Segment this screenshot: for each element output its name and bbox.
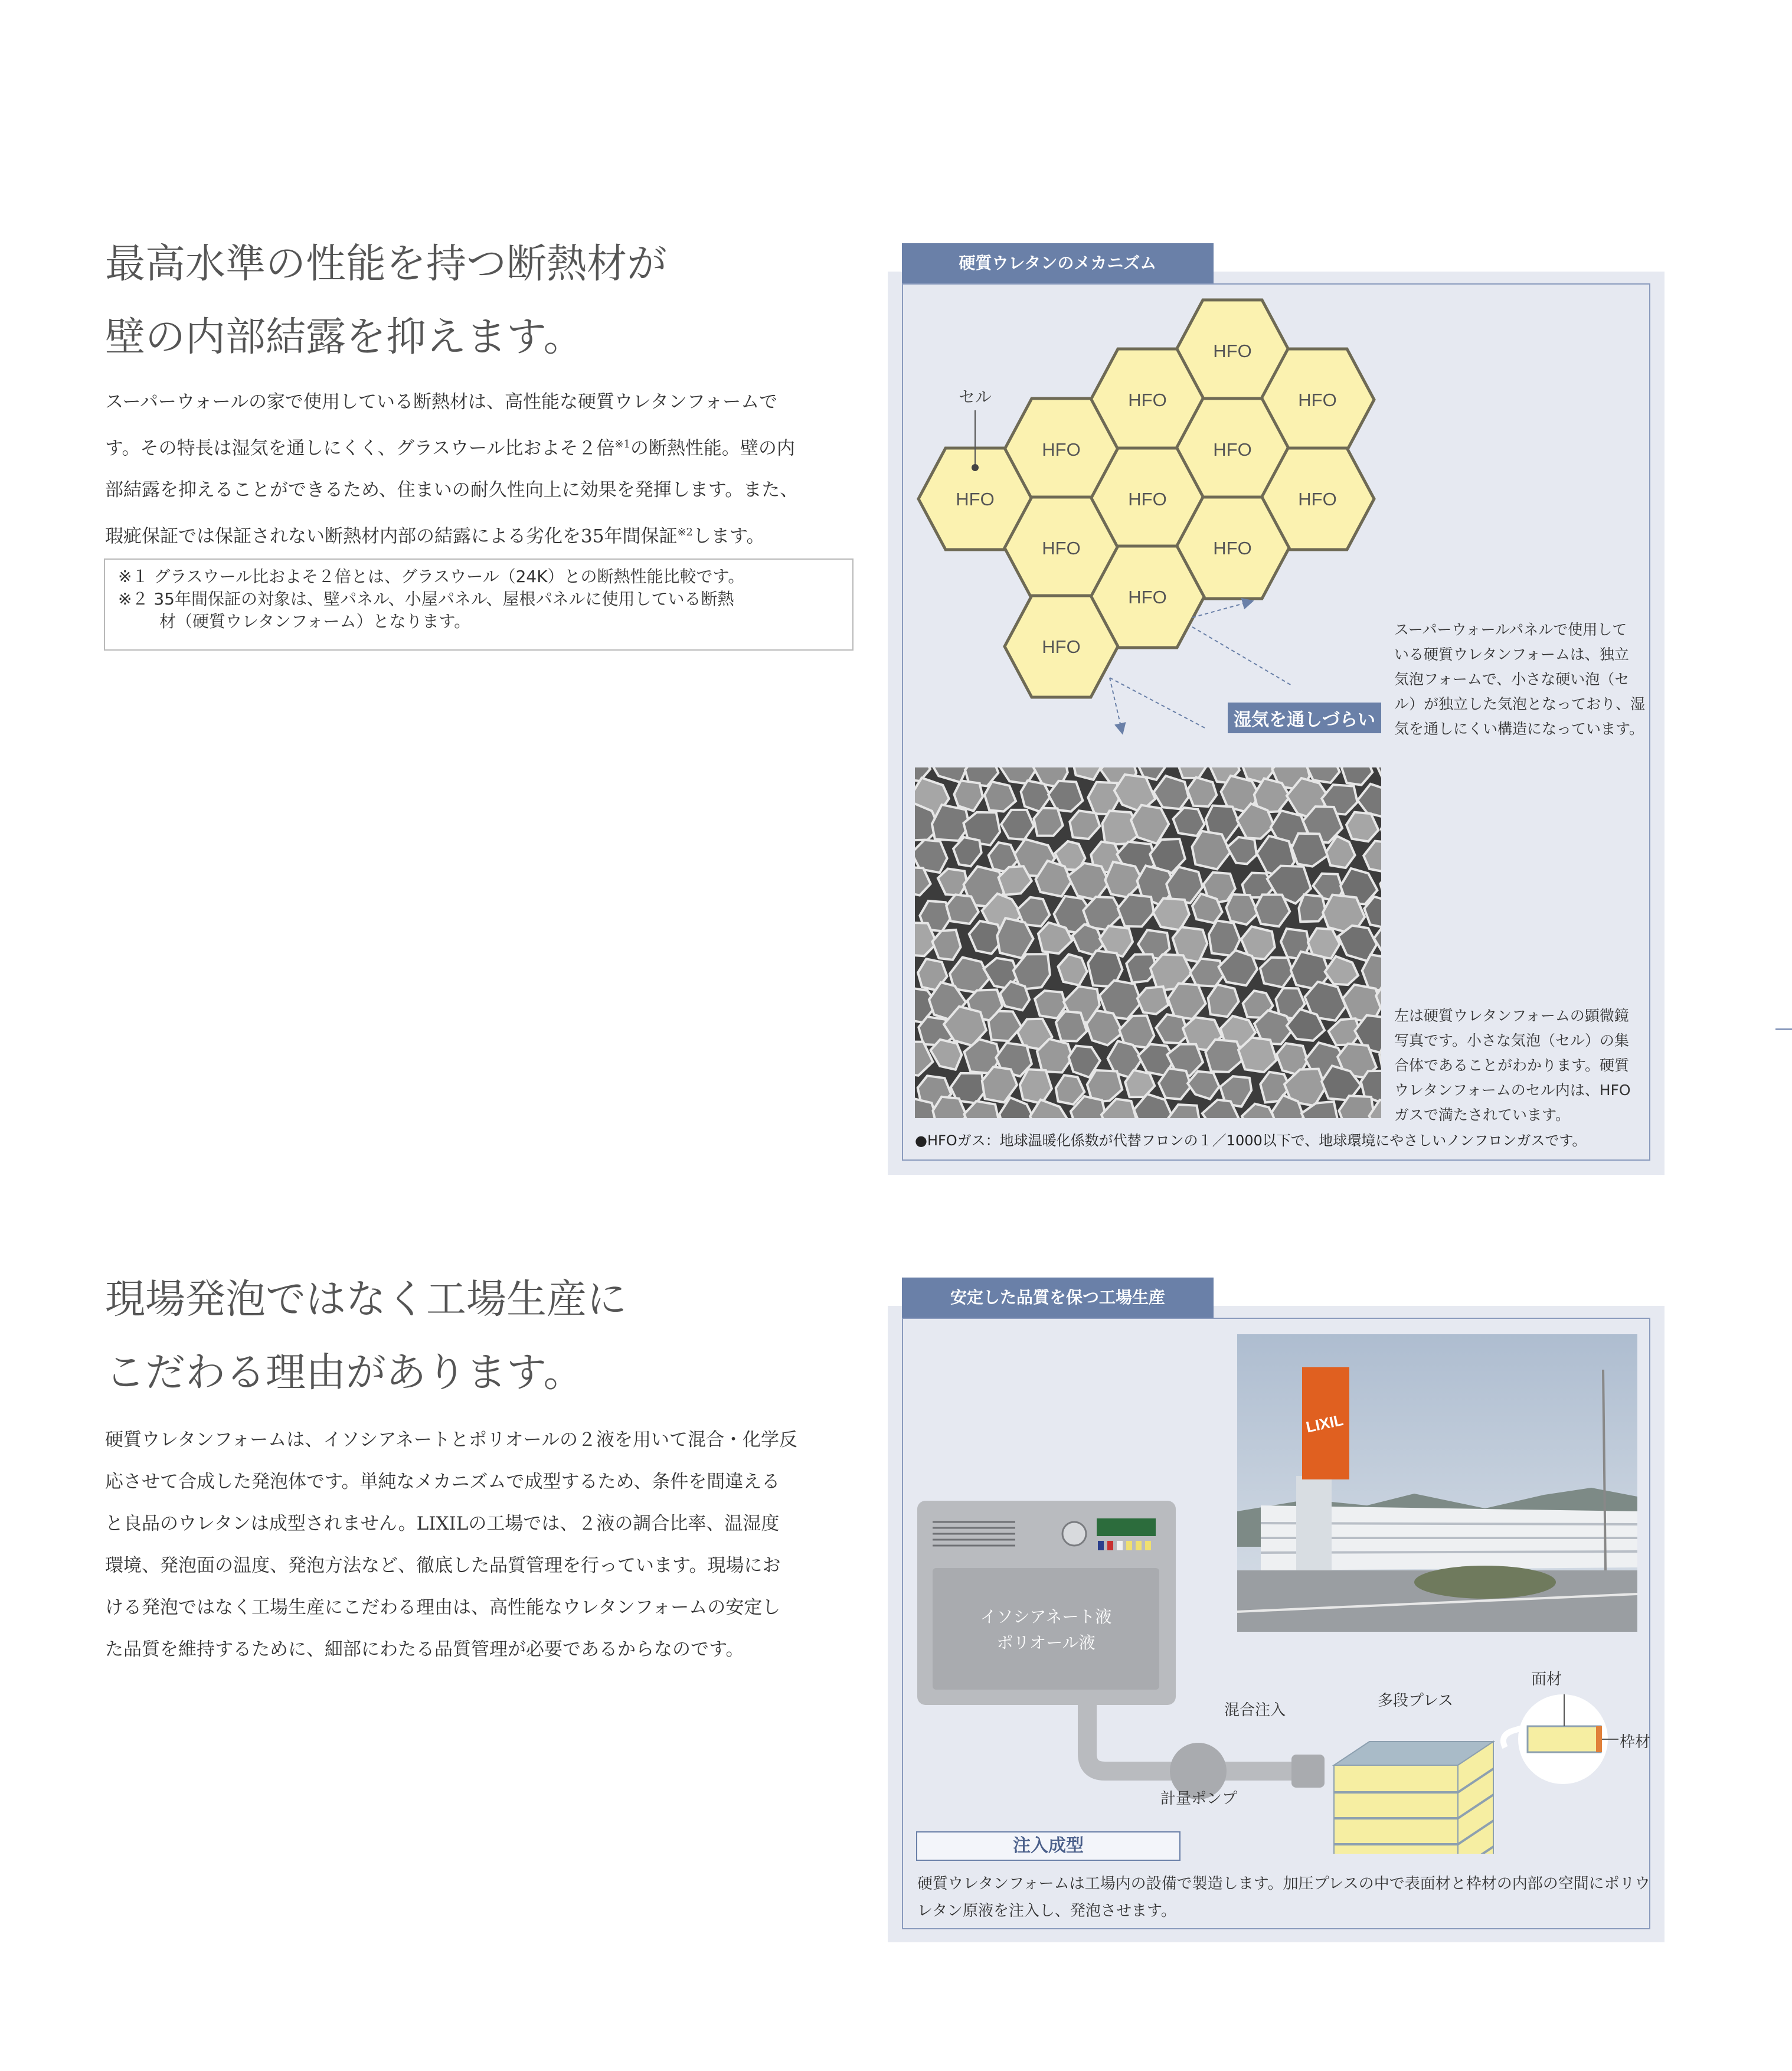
hex-label: HFO: [1042, 636, 1081, 657]
factory-caption: [917, 1870, 1650, 1925]
injection-molding-label: 注入成型: [916, 1831, 1181, 1861]
body-line: ける発泡ではなく工場生産にこだわる理由は、高性能なウレタンフォームの安定し: [105, 1597, 781, 1618]
frame-material-label: 枠材: [1620, 1733, 1651, 1751]
lixil-sign-text: LIXIL: [1304, 1410, 1345, 1436]
footnote-2-cont: 材（硬質ウレタンフォーム）となります。: [159, 612, 471, 631]
body-line: 環境、発泡面の温度、発泡方法など、徹底した品質管理を行っています。現場にお: [105, 1555, 781, 1576]
panel-detail: [1528, 1726, 1601, 1752]
multi-press-label: 多段プレス: [1378, 1692, 1454, 1710]
body-line: スーパーウォールの家で使用している断熱材は、高性能な硬質ウレタンフォームで: [105, 391, 778, 413]
hex-label: HFO: [1128, 489, 1167, 509]
page-edge-mark: [1775, 1028, 1792, 1030]
section1-heading: [105, 228, 667, 374]
face-material-label: 面材: [1531, 1671, 1562, 1688]
footnote-ref-1: ※1: [614, 438, 630, 450]
mix-injection-label: 混合注入: [1224, 1701, 1286, 1719]
footnote-2: ※２ 35年間保証の対象は、壁パネル、小屋パネル、屋根パネルに使用している断熱: [118, 589, 734, 609]
cell-label: セル: [958, 388, 992, 406]
body-line: す。その特長は湿気を通しにくく、グラスウール比およそ２倍$^{※1}$の断熱性能。壁の内: [105, 437, 795, 459]
body-line: 硬質ウレタンフォームは、イソシアネートとポリオールの２液を用いて混合・化学反: [105, 1429, 798, 1451]
foam-cell: [1187, 778, 1217, 806]
moisture-arrow: [1192, 627, 1293, 686]
section2-heading: [105, 1263, 627, 1410]
cell-leader-dot: [972, 464, 979, 471]
machine-tank: [933, 1568, 1159, 1690]
machine-dial: [1062, 1522, 1086, 1546]
multi-stage-press: [1334, 1742, 1493, 1854]
text-line: 気泡フォームで、小さな硬い泡（セ: [1394, 671, 1630, 688]
text-line: ガスで満たされています。: [1394, 1106, 1571, 1123]
frame-edge: [1596, 1726, 1602, 1752]
heading-line: こだわる理由があります。: [105, 1350, 584, 1396]
moisture-arrow: [1110, 678, 1207, 729]
body-line: 応させて合成した発泡体です。単純なメカニズムで成型するため、条件を間違える: [105, 1471, 780, 1492]
machine-display: [1097, 1518, 1156, 1536]
text-line: ウレタンフォームのセル内は、HFO: [1394, 1082, 1631, 1099]
hex-label: HFO: [956, 489, 995, 509]
hex-label: HFO: [1298, 390, 1337, 410]
text-line: ル）が独立した気泡となっており、湿: [1394, 695, 1646, 713]
body-line: と良品のウレタンは成型されません。LIXILの工場では、２液の調合比率、温湿度: [105, 1513, 780, 1534]
foam-cell: [1056, 1011, 1087, 1041]
footnote-1: ※１ グラスウール比およそ２倍とは、グラスウール（24K）との断熱性能比較です。: [118, 567, 745, 586]
moisture-arrow: [1110, 678, 1121, 729]
heading-line: 最高水準の性能を持つ断熱材が: [105, 241, 668, 288]
foam-cell: [1034, 808, 1062, 836]
text-line: レタン原液を注入し、発泡させます。: [917, 1902, 1176, 1920]
polyol-label: ポリオール液: [996, 1634, 1096, 1652]
humidity-tag: 湿気を通しづらい: [1228, 703, 1381, 733]
isocyanate-label: イソシアネート液: [980, 1608, 1112, 1626]
section1-body: [105, 381, 855, 558]
factory-tab: 安定した品質を保つ工場生産: [902, 1278, 1214, 1318]
hex-label: HFO: [1042, 538, 1081, 558]
mechanism-tab: 硬質ウレタンのメカニズム: [902, 243, 1214, 283]
body-line: た品質を維持するために、細部にわたる品質管理が必要であるからなのです。: [105, 1639, 744, 1660]
nozzle: [1291, 1755, 1325, 1788]
photo-description: [1394, 1004, 1631, 1128]
heading-line: 現場発泡ではなく工場生産に: [105, 1276, 627, 1323]
text-line: 合体であることがわかります。硬質: [1394, 1057, 1630, 1074]
text-line: いる硬質ウレタンフォームは、独立: [1394, 646, 1629, 663]
hex-label: HFO: [1128, 390, 1167, 410]
hfo-gas-note: ●HFOガス：地球温暖化係数が代替フロンの１／1000以下で、地球環境にやさしいノンフロンガスです。: [915, 1132, 1587, 1149]
metering-pump-label: 計量ポンプ: [1160, 1790, 1238, 1808]
foam-cell: [1299, 894, 1326, 922]
hex-label: HFO: [1298, 489, 1337, 509]
text-line: 左は硬質ウレタンフォームの顕微鏡: [1394, 1007, 1629, 1024]
heading-line: 壁の内部結露を抑えます。: [105, 314, 584, 361]
text-line: スーパーウォールパネルで使用して: [1394, 621, 1627, 638]
hex-label: HFO: [1213, 439, 1252, 460]
body-line: 瑕疵保証では保証されない断熱材内部の結露による劣化を35年間保証$^{※2}$します。: [105, 525, 765, 547]
section2-body: [105, 1419, 855, 1671]
hex-label: HFO: [1213, 341, 1252, 361]
foam-microscope-photo: [915, 767, 1381, 1118]
body-line: 部結露を抑えることができるため、住まいの耐久性向上に効果を発揮します。また、: [105, 479, 799, 501]
footnote-box: [104, 558, 854, 651]
hfo-cell-diagram: [909, 289, 1381, 750]
footnote-ref-2: ※2: [677, 526, 693, 539]
text-line: 写真です。小さな気泡（セル）の集: [1394, 1032, 1630, 1049]
text-line: 硬質ウレタンフォームは工場内の設備で製造します。加圧プレスの中で表面材と枠材の内部の空間にポリウ: [917, 1875, 1650, 1893]
text-line: 気を通しにくい構造になっています。: [1394, 720, 1644, 737]
mechanism-side-text: [1394, 618, 1645, 741]
hex-label: HFO: [1128, 587, 1167, 607]
hex-label: HFO: [1042, 439, 1081, 460]
hex-label: HFO: [1213, 538, 1252, 558]
